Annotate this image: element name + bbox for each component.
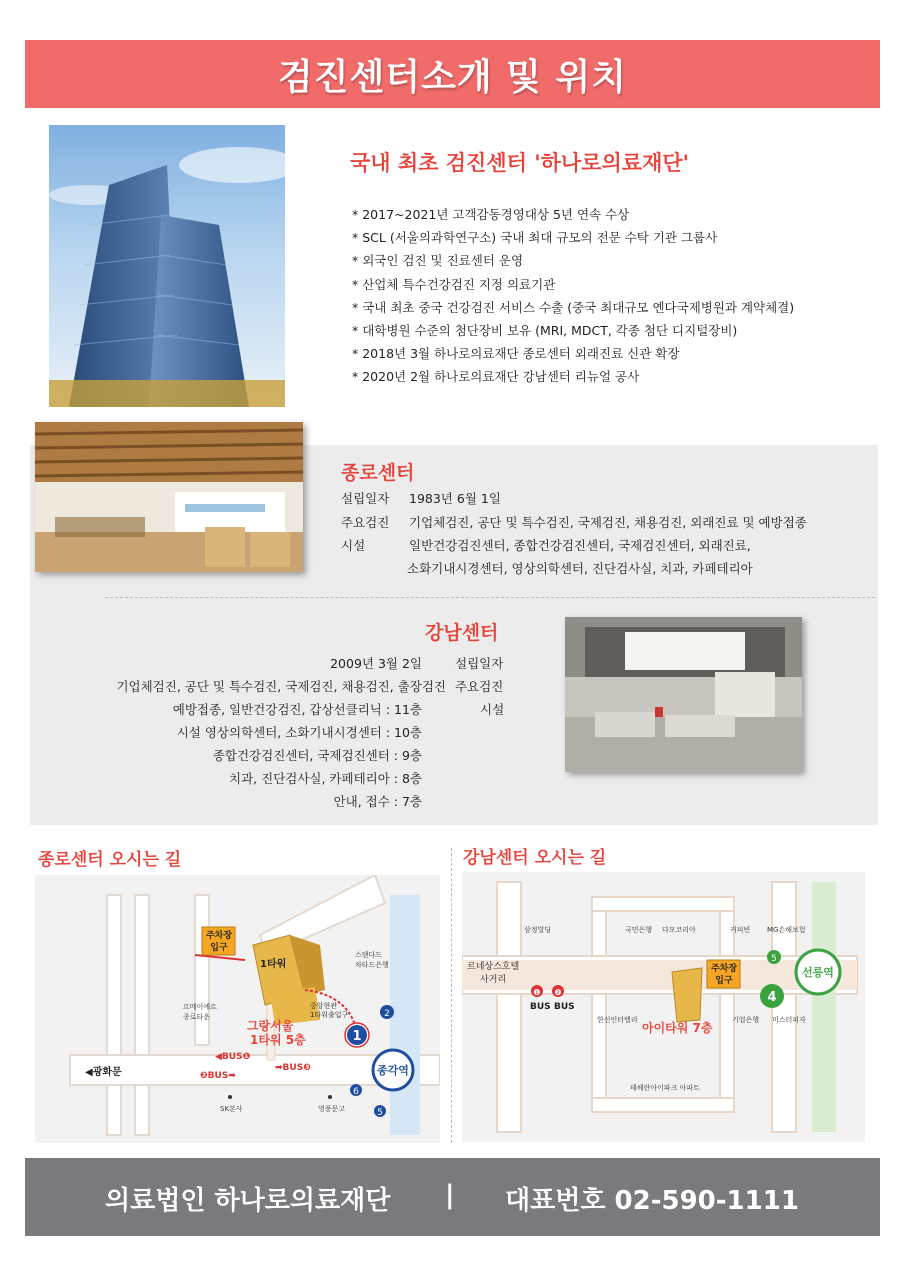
- gangnam-mister: 미스터피자: [772, 1016, 806, 1024]
- page-header-banner: [25, 40, 880, 108]
- jongno-tower-label: 1타워: [260, 959, 287, 970]
- footer-phone[interactable]: 대표번호 02-590-1111: [505, 1186, 799, 1216]
- gangnam-founded-value: 2009년 3월 2일: [330, 656, 422, 671]
- gangnam-daewoo: 다모코리아: [662, 926, 696, 934]
- row-label: 주요검진: [341, 515, 390, 530]
- jongno-exit-5: 5: [377, 1108, 383, 1118]
- intro-title: 국내 최초 검진센터 '하나로의료재단': [350, 151, 690, 175]
- gangnam-parking-line2: 입구: [715, 976, 733, 986]
- gangnam-mg: MG손해보험: [767, 926, 806, 934]
- gangnam-bus1-label: BUS: [530, 1002, 551, 1012]
- jongno-center-title: 종로센터: [341, 462, 415, 484]
- footer-org-name: 의료법인 하나로의료재단: [105, 1186, 391, 1216]
- gangnam-coffee: 커피빈: [730, 926, 751, 934]
- intro-bullet: * SCL (서울의과학연구소) 국내 최대 규모의 전문 수탁 기관 그룹사: [352, 230, 718, 246]
- jongno-parking-line1: 주차장: [205, 931, 233, 941]
- jongno-bus2: ❷BUS➡: [200, 1071, 236, 1081]
- gangnam-bus2-label: BUS: [554, 1002, 575, 1012]
- intro-bullet: * 국내 최초 중국 건강검진 서비스 수출 (중국 최대규모 옌다국제병원과 계약체결): [352, 299, 795, 315]
- gangnam-directions-title: 강남센터 오시는 길: [463, 848, 607, 868]
- gangnam-map: [462, 872, 865, 1142]
- gangnam-label-checkups: 주요검진: [455, 679, 504, 694]
- jongno-parking-line2: 입구: [210, 943, 228, 953]
- footer-bar: [25, 1158, 880, 1236]
- section-divider: [105, 597, 875, 598]
- jongno-map: [35, 875, 440, 1143]
- jongno-lemeilleur-line2: 종로타운: [183, 1013, 211, 1021]
- intro-bullet: * 대학병원 수준의 첨단장비 보유 (MRI, MDCT, 각종 첨단 디지털장비): [352, 323, 738, 339]
- gangnam-gieop: 기업은행: [732, 1016, 760, 1024]
- jongno-gwanghwamun: ◀광화문: [85, 1067, 122, 1078]
- footer-separator: |: [445, 1180, 455, 1210]
- gangnam-parking-line1: 주차장: [710, 964, 738, 974]
- gangnam-floor-11: 예방접종, 일반건강검진, 갑상선클리닉 : 11층: [172, 702, 422, 717]
- jongno-bus1: ◀BUS❶: [215, 1052, 251, 1062]
- row-value: 일반건강검진센터, 종합건강검진센터, 국제검진센터, 외래진료,: [409, 538, 751, 553]
- gangnam-label-founded: 설립일자: [455, 656, 504, 671]
- jongno-youngpoong-label: 영풍문고: [318, 1105, 346, 1113]
- jongno-standard-line2: 차타드은행: [355, 961, 389, 969]
- intro-bullet: * 산업체 특수건강검진 지정 의료기관: [352, 276, 556, 292]
- gangnam-hanshin: 한신인터밸리: [597, 1016, 638, 1024]
- jongno-central-line1: 중앙현관: [310, 1002, 338, 1010]
- gangnam-kookmin: 국민은행: [625, 926, 653, 934]
- row-label: 설립일자: [341, 491, 390, 506]
- jongno-central-line2: 1타워출입구: [310, 1011, 349, 1019]
- gangnam-center-photo: [565, 617, 802, 772]
- jongno-sk-label: SK본사: [220, 1105, 243, 1113]
- gangnam-itower: 아이타워 7층: [642, 1021, 713, 1035]
- jongno-station-label: 종각역: [377, 1064, 409, 1077]
- row-value: 소화기내시경센터, 영상의학센터, 진단검사실, 치과, 카페테리아: [407, 561, 753, 576]
- gangnam-checkups-value: 기업체검진, 공단 및 특수검진, 국제검진, 채용검진, 출장검진: [116, 679, 446, 694]
- gangnam-bus1-badge: ❶: [533, 988, 541, 997]
- intro-bullet: * 2018년 3월 하나로의료재단 종로센터 외래진료 신관 확장: [352, 346, 680, 362]
- jongno-exit-6: 6: [353, 1087, 359, 1097]
- gangnam-bus2-badge: ❷: [554, 988, 562, 997]
- jongno-center-photo: [35, 422, 303, 572]
- row-value: 기업체검진, 공단 및 특수검진, 국제검진, 채용검진, 외래진료 및 예방접종: [409, 515, 807, 530]
- building-photo: [49, 125, 285, 407]
- jongno-exit-2: 2: [384, 1009, 390, 1019]
- intro-bullet: * 2017~2021년 고객감동경영대상 5년 연속 수상: [352, 207, 630, 222]
- row-label: 시설: [341, 538, 366, 553]
- page-title: 검진센터소개 및 위치: [277, 56, 628, 98]
- jongno-lemeilleur-line1: 르메이에르: [183, 1003, 217, 1011]
- intro-bullet-list: [352, 203, 794, 389]
- jongno-directions-title: 종로센터 오시는 길: [38, 850, 182, 870]
- jongno-bus3: ➡BUS❸: [275, 1063, 311, 1073]
- row-value: 1983년 6월 1일: [409, 491, 501, 506]
- gangnam-center-title: 강남센터: [425, 622, 499, 644]
- jongno-exit-1: 1: [352, 1029, 362, 1044]
- gangnam-samjeong: 삼정빌딩: [524, 926, 552, 934]
- jongno-grang-line2: 1타워 5층: [250, 1033, 306, 1047]
- gangnam-exit-4: 4: [767, 990, 777, 1005]
- gangnam-renaissance-line2: 사거리: [480, 975, 507, 985]
- jongno-grang-line1: 그랑서울: [247, 1019, 294, 1033]
- gangnam-floor-7: 안내, 접수 : 7층: [333, 794, 422, 809]
- gangnam-floor-8: 치과, 진단검사실, 카페테리아 : 8층: [229, 771, 422, 786]
- gangnam-floor-9: 종합건강검진센터, 국제검진센터 : 9층: [212, 748, 422, 763]
- map-divider: [451, 848, 452, 1143]
- jongno-standard-line1: 스탠다드: [355, 951, 383, 959]
- gangnam-label-facilities: 시설: [480, 702, 505, 717]
- intro-bullet: * 외국인 검진 및 진료센터 운영: [352, 253, 524, 269]
- gangnam-station-label: 선릉역: [802, 966, 834, 979]
- gangnam-renaissance-line1: 르네상스호텔: [467, 962, 520, 972]
- gangnam-tehran: 테헤란아이파크 아파트: [630, 1084, 700, 1092]
- gangnam-exit-5: 5: [771, 954, 777, 964]
- intro-bullet: * 2020년 2월 하나로의료재단 강남센터 리뉴얼 공사: [352, 369, 640, 385]
- gangnam-floor-10: 시설 영상의학센터, 소화기내시경센터 : 10층: [176, 725, 422, 740]
